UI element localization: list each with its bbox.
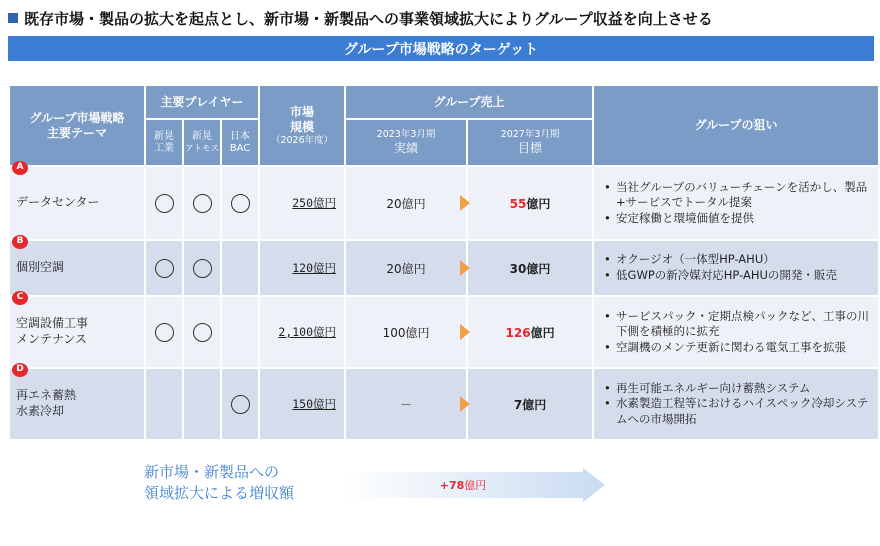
row-badge: D <box>12 363 28 377</box>
row-theme: B 個別空調 <box>10 241 144 295</box>
player-mark <box>184 241 220 295</box>
sales-2027: 55億円 <box>468 167 592 239</box>
square-bullet-icon <box>8 13 18 23</box>
increase-caption-line1: 新市場・新製品への <box>144 463 280 481</box>
market-size: 120億円 <box>260 241 344 295</box>
aim-item: • サービスパック・定期点検パックなど、工事の川下側を積極的に拡充 <box>602 309 878 340</box>
sales-2027: 30億円 <box>468 241 592 295</box>
circle-mark-icon <box>193 194 212 213</box>
circle-mark-icon <box>193 259 212 278</box>
row-badge: A <box>12 161 28 175</box>
table-row <box>10 369 878 439</box>
sales-2023: 20億円 <box>346 167 466 239</box>
circle-mark-icon <box>193 323 212 342</box>
headline-text: 既存市場・製品の拡大を起点とし、新市場・新製品への事業領域拡大によりグループ収益を向上させる <box>24 9 713 28</box>
row-theme: D 再エネ蓄熱 水素冷却 <box>10 369 144 439</box>
player-mark-empty <box>222 297 258 367</box>
row-theme: C 空調設備工事 メンテナンス <box>10 297 144 367</box>
sales-2023: 20億円 <box>346 241 466 295</box>
player-mark <box>146 241 182 295</box>
header-sales: グループ売上 <box>346 86 592 118</box>
aims <box>594 241 878 295</box>
player-mark <box>184 167 220 239</box>
header-aims: グループの狙い <box>594 86 878 165</box>
orange-arrow-icon <box>460 396 470 412</box>
circle-mark-icon <box>155 323 174 342</box>
player-mark-empty <box>146 369 182 439</box>
sales-2027: 126億円 <box>468 297 592 367</box>
aim-item: • 再生可能エネルギー向け蓄熱システム <box>602 381 878 397</box>
row-badge: C <box>12 291 28 305</box>
row-theme: A データセンター <box>10 167 144 239</box>
strategy-table <box>8 84 880 441</box>
aim-item: • 安定稼働と環境価値を提供 <box>602 211 878 227</box>
aim-item: • 当社グループのバリューチェーンを活かし、製品+サービスでトータル提案 <box>602 180 878 211</box>
header-theme: グループ市場戦略 主要テーマ <box>10 86 144 165</box>
row-badge: B <box>12 235 28 249</box>
sales-2023: － <box>346 369 466 439</box>
market-size: 150億円 <box>260 369 344 439</box>
increase-caption <box>144 462 294 504</box>
increase-amount: +78 億円 <box>439 478 487 492</box>
increase-arrow <box>343 468 605 502</box>
player-mark <box>146 167 182 239</box>
aims <box>594 167 878 239</box>
header-players: 主要プレイヤー <box>146 86 258 118</box>
aim-item: • 空調機のメンテ更新に関わる電気工事を拡張 <box>602 340 878 356</box>
increase-caption-line2: 領域拡大による増収額 <box>144 484 295 502</box>
market-size: 2,100億円 <box>260 297 344 367</box>
headline <box>8 7 874 29</box>
player-mark-empty <box>184 369 220 439</box>
orange-arrow-icon <box>460 195 470 211</box>
header-market: 市場 規模 （2026年度） <box>260 86 344 165</box>
player-mark <box>146 297 182 367</box>
aims <box>594 297 878 367</box>
sales-2027: 7億円 <box>468 369 592 439</box>
player-mark <box>184 297 220 367</box>
header-player-shinko: 新晃 工業 <box>146 120 182 165</box>
table-row <box>10 297 878 367</box>
table-row <box>10 241 878 295</box>
circle-mark-icon <box>231 395 250 414</box>
player-mark <box>222 369 258 439</box>
header-sales-2027: 2027年3月期 目標 <box>468 120 592 165</box>
market-size: 250億円 <box>260 167 344 239</box>
aim-item: • 低GWPの新冷媒対応HP-AHUの開発・販売 <box>602 268 878 284</box>
aim-item: • オクージオ（一体型HP-AHU） <box>602 252 878 268</box>
banner-title: グループ市場戦略のターゲット <box>8 36 874 61</box>
circle-mark-icon <box>155 194 174 213</box>
orange-arrow-icon <box>460 260 470 276</box>
aim-item: • 水素製造工程等におけるハイスペック冷却システムへの市場開拓 <box>602 396 878 427</box>
circle-mark-icon <box>155 259 174 278</box>
player-mark <box>222 167 258 239</box>
player-mark-empty <box>222 241 258 295</box>
aims <box>594 369 878 439</box>
header-sales-2023: 2023年3月期 実績 <box>346 120 466 165</box>
header-player-atmos: 新晃 アトモス <box>184 120 220 165</box>
orange-arrow-icon <box>460 324 470 340</box>
sales-2023: 100億円 <box>346 297 466 367</box>
circle-mark-icon <box>231 194 250 213</box>
table-row <box>10 167 878 239</box>
header-player-bac: 日本 BAC <box>222 120 258 165</box>
